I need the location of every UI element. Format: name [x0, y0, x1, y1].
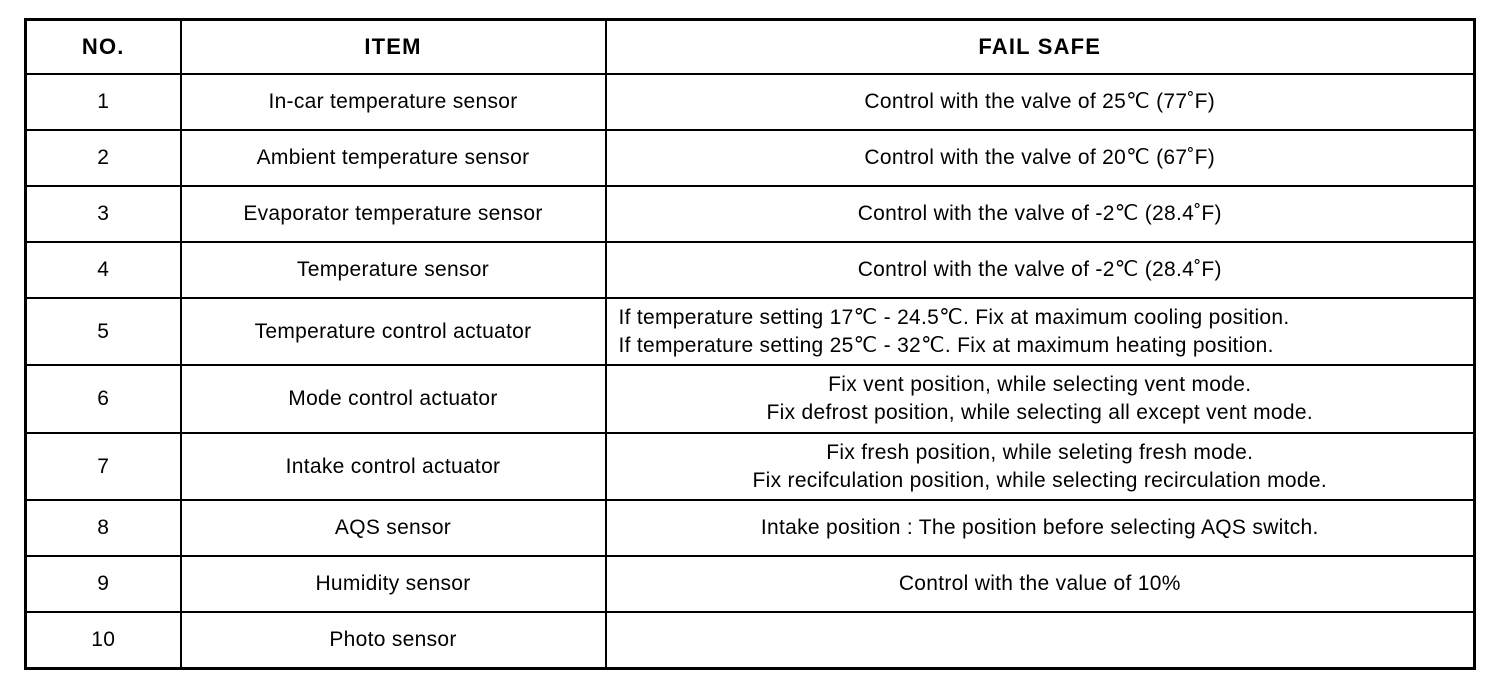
cell-fail-safe: [606, 365, 1475, 432]
column-header-item: ITEM: [181, 20, 606, 75]
cell-text-line: If temperature setting 25℃ - 32℃. Fix at maximum heating position.: [618, 333, 1274, 357]
table-row: [26, 186, 1475, 242]
cell-no: 9: [26, 556, 181, 612]
cell-text-line: Control with the value of 10%: [898, 572, 1181, 596]
table-header: [26, 20, 1475, 75]
cell-item: In-car temperature sensor: [181, 74, 606, 130]
cell-item: Mode control actuator: [181, 365, 606, 432]
cell-item: Evaporator temperature sensor: [181, 186, 606, 242]
table-row: [26, 433, 1475, 500]
cell-fail-safe: [606, 298, 1475, 365]
cell-fail-safe: [606, 186, 1475, 242]
cell-no: 5: [26, 298, 181, 365]
cell-fail-safe: [606, 556, 1475, 612]
cell-no: 10: [26, 612, 181, 669]
table-row: [26, 365, 1475, 432]
cell-fail-safe: [606, 433, 1475, 500]
cell-text-block: [613, 371, 1468, 426]
cell-text-block: [613, 626, 1468, 654]
cell-text-line: Control with the valve of 20℃ (67˚F): [864, 146, 1216, 170]
cell-no: 4: [26, 242, 181, 298]
cell-no: 1: [26, 74, 181, 130]
table-row: [26, 242, 1475, 298]
cell-text-block: [613, 514, 1468, 542]
cell-no: 2: [26, 130, 181, 186]
table-row: [26, 500, 1475, 556]
cell-text-line: Control with the valve of 25℃ (77˚F): [864, 90, 1216, 114]
cell-item: Intake control actuator: [181, 433, 606, 500]
cell-item: Temperature control actuator: [181, 298, 606, 365]
column-header-fail-safe: FAIL SAFE: [606, 20, 1475, 75]
cell-text-block: [613, 256, 1468, 284]
table-header-row: [26, 20, 1475, 75]
cell-no: 6: [26, 365, 181, 432]
cell-text-line: Fix recifculation position, while selecting recirculation mode.: [752, 468, 1327, 492]
cell-no: 3: [26, 186, 181, 242]
cell-fail-safe: [606, 74, 1475, 130]
table-row: [26, 130, 1475, 186]
cell-text-line: Fix vent position, while selecting vent mode.: [828, 373, 1252, 397]
cell-text-line: [613, 626, 1468, 654]
cell-text-line: If temperature setting 17℃ - 24.5℃. Fix at maximum cooling position.: [618, 306, 1290, 329]
table-body: [26, 74, 1475, 669]
table-row: [26, 556, 1475, 612]
cell-item: Temperature sensor: [181, 242, 606, 298]
cell-text-block: [613, 200, 1468, 228]
cell-text-block: [613, 144, 1468, 172]
table-row: [26, 298, 1475, 365]
fail-safe-table: [24, 18, 1476, 670]
cell-no: 7: [26, 433, 181, 500]
cell-text-block: [613, 304, 1468, 359]
cell-item: AQS sensor: [181, 500, 606, 556]
cell-text-line: Fix defrost position, while selecting all except vent mode.: [766, 401, 1313, 425]
table-row: [26, 612, 1475, 669]
cell-fail-safe: [606, 612, 1475, 669]
cell-text-block: [613, 88, 1468, 116]
cell-item: Photo sensor: [181, 612, 606, 669]
cell-text-line: Intake position : The position before selecting AQS switch.: [760, 516, 1319, 540]
cell-no: 8: [26, 500, 181, 556]
cell-fail-safe: [606, 242, 1475, 298]
cell-text-line: Control with the valve of -2℃ (28.4˚F): [857, 258, 1222, 282]
cell-fail-safe: [606, 500, 1475, 556]
cell-item: Humidity sensor: [181, 556, 606, 612]
cell-text-line: Control with the valve of -2℃ (28.4˚F): [857, 202, 1222, 226]
cell-text-block: [613, 570, 1468, 598]
table-row: [26, 74, 1475, 130]
cell-fail-safe: [606, 130, 1475, 186]
column-header-no: NO.: [26, 20, 181, 75]
cell-text-line: Fix fresh position, while seleting fresh mode.: [826, 440, 1254, 464]
cell-item: Ambient temperature sensor: [181, 130, 606, 186]
cell-text-block: [613, 439, 1468, 494]
